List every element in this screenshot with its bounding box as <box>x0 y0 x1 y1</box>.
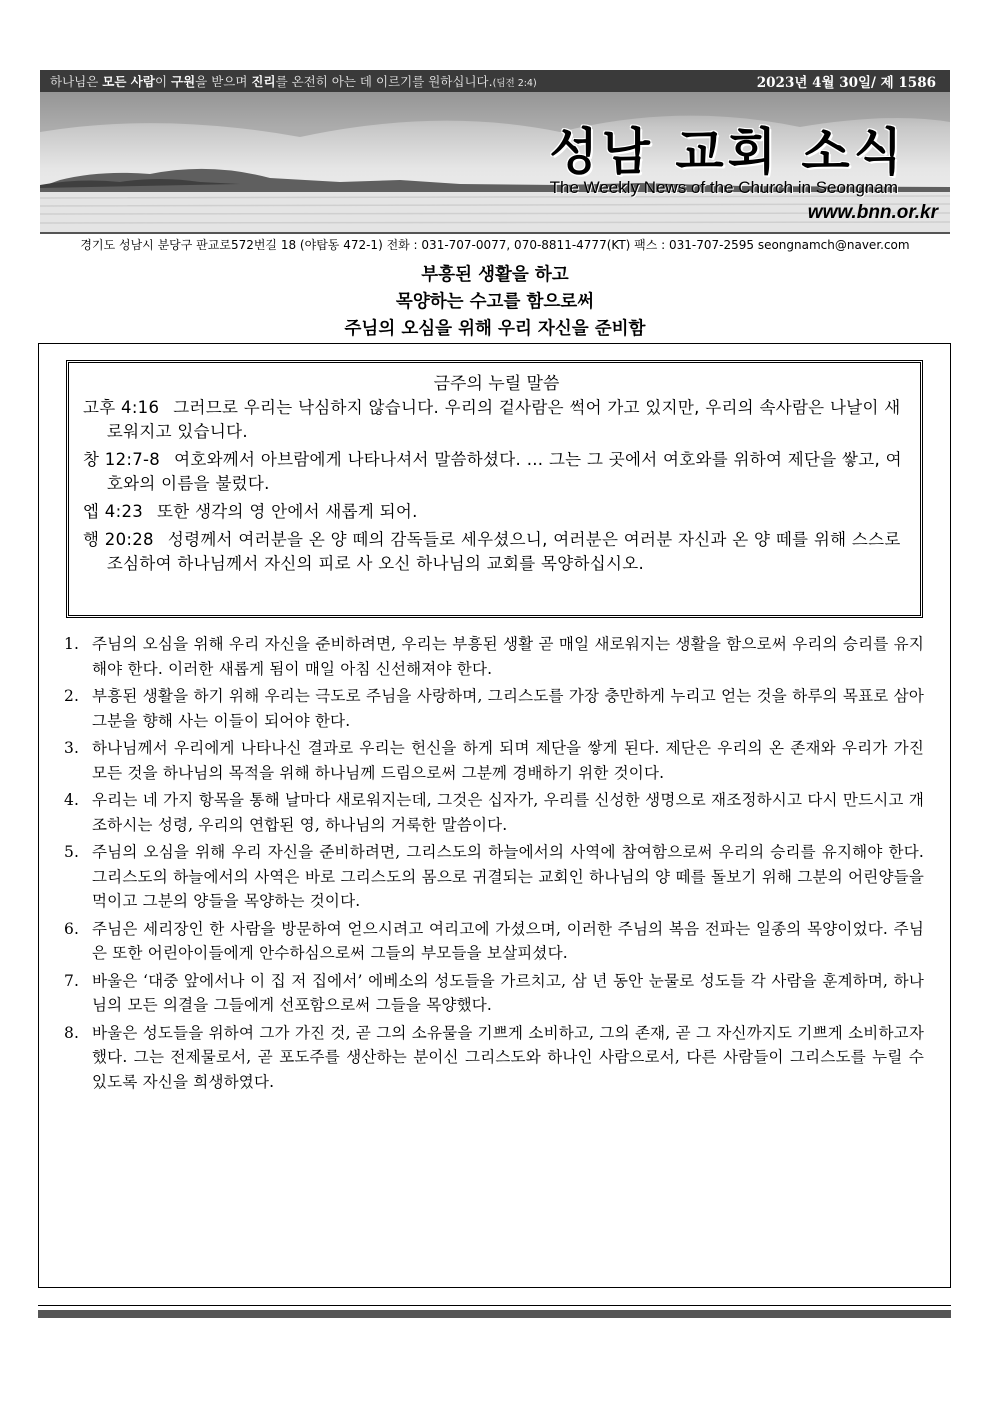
headline-line: 주님의 오심을 위해 우리 자신을 준비함 <box>344 319 646 339</box>
motto-reference: (딤전 2:4) <box>492 78 537 89</box>
motto-segment: 하나님은 <box>50 74 103 89</box>
point-item <box>64 736 924 785</box>
point-text: 바울은 성도들을 위하여 그가 가진 것, 곧 그의 소유물을 기쁘게 소비하고, 그의 존재, 곧 그 자신까지도 기쁘게 소비하고자 했다. 그는 전제물로서, 곧 포도주를 생산하는 분이신 그리스도와 하나인 사람으로서, 다른 사람들이 그리스도를 누릴 수 있도록 자신을 희생하였다. <box>92 1023 924 1091</box>
point-item <box>64 917 924 966</box>
point-text: 주님의 오심을 위해 우리 자신을 준비하려면, 우리는 부흥된 생활 곧 매일 새로워지는 생활을 함으로써 우리의 승리를 유지해야 한다. 이러한 새롭게 됨이 매일 아침 신선해져야 한다. <box>92 635 924 678</box>
verse-text: 성령께서 여러분을 온 양 떼의 감독들로 세우셨으니, 여러분은 여러분 자신과 온 양 떼를 위해 스스로 조심하여 하나님께서 자신의 피로 사 오신 하나님의 교회를 목양하십시오. <box>106 530 901 573</box>
header-motto <box>50 72 537 90</box>
point-item <box>64 632 924 681</box>
verse-text: 또한 생각의 영 안에서 새롭게 되어. <box>157 502 418 521</box>
point-number: 3. <box>64 739 80 757</box>
point-item <box>64 969 924 1018</box>
verse-item <box>83 528 910 576</box>
headline-line: 부흥된 생활을 하고 <box>421 265 569 285</box>
point-number: 7. <box>64 971 80 990</box>
point-text: 부흥된 생활을 하기 위해 우리는 극도로 주님을 사랑하며, 그리스도를 가장 충만하게 누리고 얻는 것을 하루의 목표로 삼아 그분을 향해 사는 이들이 되어야 한다. <box>92 687 924 730</box>
divider <box>40 232 950 234</box>
motto-text <box>50 74 493 89</box>
newsletter-title: 성남 교회 소식 <box>549 123 906 181</box>
point-text: 우리는 네 가지 항목을 통해 날마다 새로워지는데, 그것은 십자가, 우리를 신성한 생명으로 재조정하시고 다시 만드시고 개조하시는 성령, 우리의 연합된 영, 하나님의 거룩한 말씀이다. <box>92 791 924 834</box>
point-item <box>64 684 924 733</box>
verse-item <box>83 396 910 444</box>
masthead-banner <box>40 92 950 232</box>
point-number: 8. <box>64 1023 80 1042</box>
motto-segment: 모든 사람 <box>102 74 155 89</box>
motto-segment: 진리 <box>251 74 276 89</box>
header-bar <box>40 70 950 92</box>
website-link[interactable]: www.bnn.or.kr <box>807 202 938 223</box>
motto-segment: 이 <box>154 74 171 89</box>
point-item <box>64 788 924 837</box>
point-item <box>64 1021 924 1095</box>
verse-reference: 엡 4:23 <box>83 502 144 521</box>
point-text: 하나님께서 우리에게 나타나신 결과로 우리는 헌신을 하게 되며 제단을 쌓게 된다. 제단은 우리의 온 존재와 우리가 가진 모든 것을 하나님의 목적을 위해 하나님께 드림으로써 그분께 경배하기 위한 것이다. <box>92 739 924 782</box>
point-text: 바울은 ‘대중 앞에서나 이 집 저 집에서’ 에베소의 성도들을 가르치고, 삼 년 동안 눈물로 성도들 각 사람을 훈계하며, 하나님의 모든 의결을 그들에게 선포함으로써 그들을 목양했다. <box>92 971 924 1014</box>
point-item <box>64 840 924 914</box>
point-number: 6. <box>64 919 80 938</box>
verse-reference: 행 20:28 <box>83 530 154 549</box>
message-points <box>64 632 924 1097</box>
footer-divider <box>38 1305 951 1306</box>
verse-text: 그러므로 우리는 낙심하지 않습니다. 우리의 겉사람은 썩어 가고 있지만, 우리의 속사람은 나날이 새로워지고 있습니다. <box>106 398 901 441</box>
footer-bar <box>38 1310 951 1318</box>
verse-item <box>83 500 910 524</box>
weekly-verses-box <box>66 360 923 618</box>
point-number: 1. <box>64 635 80 653</box>
point-number: 5. <box>64 843 80 861</box>
newsletter-subtitle: The Weekly News of the Church in Seongnam <box>549 178 898 197</box>
motto-segment: 을 받으며 <box>195 74 252 89</box>
motto-segment: 를 온전히 아는 데 이르기를 원하십니다. <box>275 74 493 89</box>
verse-text: 여호와께서 아브람에게 나타나셔서 말씀하셨다. … 그는 그 곳에서 여호와를 위하여 제단을 쌓고, 여호와의 이름을 불렀다. <box>106 450 902 493</box>
point-number: 2. <box>64 687 80 705</box>
issue-date-number: 2023년 4월 30일/ 제 1586 <box>756 75 936 91</box>
church-address: 경기도 성남시 분당구 판교로572번길 18 (야탑동 472-1) 전화 : 031-707-0077, 070-8811-4777(KT) 팩스 : 031-707-2595 seongnamch@naver.com <box>80 238 910 252</box>
verse-reference: 창 12:7-8 <box>83 450 161 469</box>
verses-title: 금주의 누릴 말씀 <box>433 374 560 394</box>
headline-line: 목양하는 수고를 함으로써 <box>395 292 595 312</box>
headline <box>40 262 950 343</box>
point-number: 4. <box>64 791 80 809</box>
verse-reference: 고후 4:16 <box>83 398 160 417</box>
point-text: 주님은 세리장인 한 사람을 방문하여 얻으시려고 여리고에 가셨으며, 이러한 주님의 복음 전파는 일종의 목양이었다. 주님은 또한 어린아이들에게 안수하심으로써 그들의 부모들을 보살피셨다. <box>92 919 924 962</box>
motto-segment: 구원 <box>171 74 196 89</box>
point-text: 주님의 오심을 위해 우리 자신을 준비하려면, 그리스도의 하늘에서의 사역에 참여함으로써 우리의 승리를 유지해야 한다. 그리스도의 하늘에서의 사역은 바로 그리스도의 몸으로 귀결되는 교회인 하나님의 양 떼를 돌보기 위해 그분의 어린양들을 먹이고 그분의 양들을 목양하는 것이다. <box>92 843 924 910</box>
verse-item <box>83 448 910 496</box>
